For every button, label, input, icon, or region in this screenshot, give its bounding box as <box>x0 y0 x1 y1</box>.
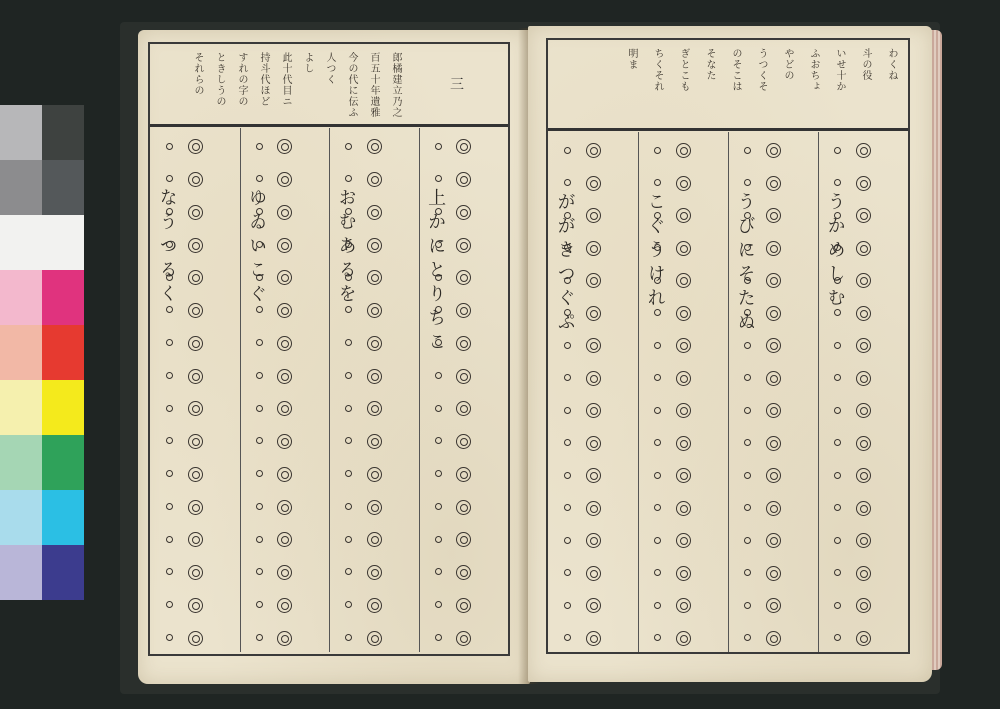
notation-dot <box>654 504 661 511</box>
color-swatch <box>42 160 84 215</box>
color-swatch <box>0 325 42 380</box>
notation-circle <box>766 631 781 646</box>
notation-dot <box>834 179 841 186</box>
notation-dot <box>564 504 571 511</box>
notation-circle <box>856 176 871 191</box>
notation-dot <box>564 342 571 349</box>
notation-circle <box>766 501 781 516</box>
color-swatch <box>0 160 42 215</box>
header-note-column: 今の代に伝ふ <box>346 52 357 118</box>
notation-circle <box>676 598 691 613</box>
right-page <box>528 26 932 682</box>
notation-dot <box>744 537 751 544</box>
header-note-column: のそこは <box>730 48 741 92</box>
notation-circle <box>188 205 203 220</box>
notation-circle <box>766 403 781 418</box>
notation-circle <box>367 500 382 515</box>
notation-circle <box>766 208 781 223</box>
notation-circle <box>676 631 691 646</box>
notation-dot <box>345 405 352 412</box>
notation-dot <box>166 405 173 412</box>
notation-dot <box>166 470 173 477</box>
notation-dot <box>834 634 841 641</box>
notation-circle <box>676 273 691 288</box>
notation-circle <box>586 176 601 191</box>
notation-circle <box>856 566 871 581</box>
cursive-column: こぐうけれ <box>644 192 666 312</box>
notation-dot <box>564 634 571 641</box>
notation-circle <box>676 371 691 386</box>
notation-dot <box>564 407 571 414</box>
notation-circle <box>188 565 203 580</box>
notation-circle <box>856 631 871 646</box>
color-swatch <box>0 105 42 160</box>
notation-dot <box>564 537 571 544</box>
color-swatch <box>0 435 42 490</box>
notation-dot <box>744 147 751 154</box>
left-page <box>138 30 530 684</box>
header-note-column: ぎとこも <box>678 48 689 92</box>
notation-circle <box>188 631 203 646</box>
notation-circle <box>367 172 382 187</box>
notation-dot <box>654 472 661 479</box>
notation-circle <box>367 467 382 482</box>
header-note-column: それらの <box>192 52 203 96</box>
notation-circle <box>456 500 471 515</box>
notation-dot <box>166 568 173 575</box>
notation-dot <box>744 569 751 576</box>
notation-circle <box>456 434 471 449</box>
notation-dot <box>166 372 173 379</box>
notation-dot <box>834 472 841 479</box>
right-grid <box>548 132 908 652</box>
notation-dot <box>744 439 751 446</box>
right-frame <box>546 38 910 654</box>
notation-circle <box>367 238 382 253</box>
notation-circle <box>456 467 471 482</box>
notation-circle <box>586 273 601 288</box>
notation-dot <box>345 601 352 608</box>
notation-circle <box>856 436 871 451</box>
notation-dot <box>256 405 263 412</box>
left-frame <box>148 42 510 656</box>
notation-circle <box>456 303 471 318</box>
column-rule <box>419 128 420 652</box>
notation-dot <box>834 537 841 544</box>
notation-dot <box>654 407 661 414</box>
notation-dot <box>256 503 263 510</box>
notation-dot <box>166 536 173 543</box>
notation-circle <box>586 533 601 548</box>
notation-dot <box>654 634 661 641</box>
color-swatch <box>42 545 84 600</box>
notation-dot <box>435 503 442 510</box>
notation-circle <box>586 241 601 256</box>
notation-circle <box>856 468 871 483</box>
notation-dot <box>256 372 263 379</box>
notation-circle <box>856 208 871 223</box>
notation-circle <box>676 241 691 256</box>
notation-dot <box>834 407 841 414</box>
column-rule <box>818 132 819 652</box>
header-note-column: わくね <box>886 48 897 81</box>
notation-dot <box>435 634 442 641</box>
notation-dot <box>744 374 751 381</box>
notation-circle <box>856 533 871 548</box>
header-note-column: すれの字の <box>236 52 247 107</box>
notation-circle <box>367 205 382 220</box>
notation-circle <box>676 533 691 548</box>
notation-circle <box>456 205 471 220</box>
right-header-band <box>548 40 908 131</box>
left-page-number: 三 <box>450 77 464 93</box>
notation-dot <box>834 342 841 349</box>
notation-circle <box>456 598 471 613</box>
notation-circle <box>766 241 781 256</box>
notation-dot <box>654 342 661 349</box>
notation-dot <box>166 339 173 346</box>
notation-circle <box>277 172 292 187</box>
header-note-column: いせ十か <box>834 48 845 92</box>
notation-circle <box>277 565 292 580</box>
notation-circle <box>277 598 292 613</box>
notation-dot <box>564 472 571 479</box>
notation-circle <box>277 270 292 285</box>
notation-circle <box>277 500 292 515</box>
notation-circle <box>766 306 781 321</box>
notation-circle <box>367 303 382 318</box>
notation-dot <box>345 634 352 641</box>
notation-dot <box>345 339 352 346</box>
column-rule <box>240 128 241 652</box>
notation-circle <box>188 532 203 547</box>
notation-dot <box>435 372 442 379</box>
notation-circle <box>856 371 871 386</box>
notation-circle <box>456 238 471 253</box>
header-note-column: やどの <box>782 48 793 81</box>
notation-circle <box>456 336 471 351</box>
notation-dot <box>256 339 263 346</box>
notation-circle <box>676 143 691 158</box>
notation-dot <box>654 537 661 544</box>
notation-circle <box>188 303 203 318</box>
notation-circle <box>676 306 691 321</box>
color-swatch <box>42 380 84 435</box>
notation-circle <box>586 598 601 613</box>
notation-circle <box>586 631 601 646</box>
notation-dot <box>834 147 841 154</box>
notation-circle <box>586 501 601 516</box>
cursive-column: 上かにとりちこ <box>425 188 447 356</box>
notation-circle <box>856 273 871 288</box>
notation-dot <box>166 634 173 641</box>
notation-circle <box>676 338 691 353</box>
notation-dot <box>345 568 352 575</box>
notation-circle <box>277 238 292 253</box>
notation-dot <box>744 602 751 609</box>
notation-circle <box>456 369 471 384</box>
header-note-column: 明ま <box>626 48 637 70</box>
notation-circle <box>586 143 601 158</box>
notation-circle <box>277 532 292 547</box>
color-swatch <box>42 490 84 545</box>
notation-dot <box>345 437 352 444</box>
notation-circle <box>277 205 292 220</box>
notation-dot <box>654 439 661 446</box>
notation-circle <box>367 598 382 613</box>
notation-dot <box>345 503 352 510</box>
notation-dot <box>564 179 571 186</box>
notation-circle <box>856 241 871 256</box>
notation-dot <box>256 437 263 444</box>
notation-dot <box>256 175 263 182</box>
notation-circle <box>766 598 781 613</box>
notation-circle <box>586 436 601 451</box>
notation-circle <box>188 401 203 416</box>
notation-dot <box>256 568 263 575</box>
notation-circle <box>367 270 382 285</box>
notation-circle <box>676 208 691 223</box>
notation-dot <box>345 372 352 379</box>
notation-circle <box>277 434 292 449</box>
notation-dot <box>435 470 442 477</box>
header-note-column: 斗の役 <box>860 48 871 81</box>
notation-circle <box>367 401 382 416</box>
notation-circle <box>856 598 871 613</box>
notation-circle <box>456 401 471 416</box>
color-swatch <box>0 490 42 545</box>
header-note-column: 百五十年遺雅 <box>368 52 379 118</box>
notation-dot <box>564 374 571 381</box>
notation-circle <box>188 598 203 613</box>
color-swatch <box>42 215 84 270</box>
notation-circle <box>456 532 471 547</box>
notation-dot <box>166 503 173 510</box>
notation-dot <box>435 568 442 575</box>
notation-dot <box>256 634 263 641</box>
notation-dot <box>744 472 751 479</box>
notation-dot <box>256 470 263 477</box>
notation-circle <box>766 273 781 288</box>
left-grid <box>150 128 508 652</box>
notation-dot <box>166 601 173 608</box>
notation-circle <box>856 143 871 158</box>
notation-dot <box>744 407 751 414</box>
header-note-column: 人つく <box>324 52 335 85</box>
notation-dot <box>654 179 661 186</box>
notation-circle <box>676 436 691 451</box>
notation-circle <box>277 336 292 351</box>
column-rule <box>329 128 330 652</box>
notation-dot <box>345 536 352 543</box>
notation-dot <box>435 405 442 412</box>
notation-circle <box>367 532 382 547</box>
notation-circle <box>188 238 203 253</box>
notation-dot <box>834 439 841 446</box>
notation-circle <box>856 338 871 353</box>
notation-dot <box>435 536 442 543</box>
header-note-column: そなた <box>704 48 715 81</box>
notation-circle <box>188 139 203 154</box>
notation-dot <box>435 175 442 182</box>
notation-circle <box>188 172 203 187</box>
notation-dot <box>435 437 442 444</box>
notation-dot <box>564 602 571 609</box>
notation-circle <box>188 336 203 351</box>
notation-circle <box>277 369 292 384</box>
notation-dot <box>834 374 841 381</box>
notation-circle <box>456 631 471 646</box>
notation-circle <box>456 270 471 285</box>
notation-circle <box>188 500 203 515</box>
notation-circle <box>676 468 691 483</box>
notation-dot <box>345 143 352 150</box>
notation-circle <box>586 371 601 386</box>
notation-circle <box>188 467 203 482</box>
notation-dot <box>654 374 661 381</box>
header-note-column: 持斗代ほど <box>258 52 269 107</box>
notation-circle <box>586 208 601 223</box>
notation-circle <box>367 434 382 449</box>
notation-dot <box>834 569 841 576</box>
cursive-column: ゆゐいこぐ <box>246 188 268 308</box>
notation-circle <box>766 533 781 548</box>
notation-dot <box>345 470 352 477</box>
notation-circle <box>766 566 781 581</box>
notation-circle <box>676 403 691 418</box>
header-note-column: ときしうの <box>214 52 225 107</box>
notation-dot <box>435 601 442 608</box>
notation-dot <box>435 143 442 150</box>
notation-dot <box>744 179 751 186</box>
header-note-column: よし <box>302 52 313 74</box>
notation-circle <box>676 176 691 191</box>
notation-dot <box>834 602 841 609</box>
notation-dot <box>564 147 571 154</box>
notation-dot <box>256 143 263 150</box>
notation-dot <box>654 602 661 609</box>
notation-dot <box>256 601 263 608</box>
notation-circle <box>766 371 781 386</box>
notation-circle <box>456 139 471 154</box>
column-rule <box>638 132 639 652</box>
color-swatch <box>42 325 84 380</box>
notation-dot <box>654 147 661 154</box>
notation-dot <box>256 536 263 543</box>
notation-dot <box>834 504 841 511</box>
notation-circle <box>367 631 382 646</box>
notation-dot <box>166 143 173 150</box>
notation-dot <box>744 342 751 349</box>
color-swatch <box>42 435 84 490</box>
notation-dot <box>345 175 352 182</box>
cursive-column: おむあるを <box>335 188 357 308</box>
notation-circle <box>277 303 292 318</box>
notation-circle <box>676 566 691 581</box>
color-swatch <box>0 545 42 600</box>
cursive-column: ががきつぐぷ <box>554 192 576 336</box>
notation-circle <box>676 501 691 516</box>
cursive-column: なうつるく <box>156 188 178 308</box>
notation-circle <box>367 336 382 351</box>
color-swatch <box>42 105 84 160</box>
notation-circle <box>766 176 781 191</box>
column-rule <box>728 132 729 652</box>
notation-circle <box>766 468 781 483</box>
notation-circle <box>188 270 203 285</box>
notation-circle <box>586 306 601 321</box>
cursive-column: うかめしむ <box>824 192 846 312</box>
color-swatch <box>0 270 42 325</box>
notation-circle <box>586 403 601 418</box>
notation-circle <box>277 467 292 482</box>
notation-dot <box>744 504 751 511</box>
header-note-column: ちくそれ <box>652 48 663 92</box>
header-note-column: 此十代目ニ <box>280 52 291 107</box>
notation-circle <box>456 565 471 580</box>
notation-circle <box>277 631 292 646</box>
notation-dot <box>564 439 571 446</box>
notation-circle <box>367 565 382 580</box>
notation-circle <box>586 338 601 353</box>
notation-circle <box>766 143 781 158</box>
color-swatch <box>0 380 42 435</box>
notation-dot <box>564 569 571 576</box>
notation-circle <box>367 139 382 154</box>
header-note-column: ふおちょ <box>808 48 819 92</box>
color-swatch <box>42 270 84 325</box>
notation-circle <box>456 172 471 187</box>
notation-circle <box>367 369 382 384</box>
notation-circle <box>586 468 601 483</box>
notation-circle <box>856 501 871 516</box>
notation-dot <box>744 634 751 641</box>
notation-circle <box>766 338 781 353</box>
notation-dot <box>166 437 173 444</box>
notation-circle <box>277 401 292 416</box>
header-note-column: 郎橘建立乃之 <box>390 52 401 118</box>
notation-circle <box>188 369 203 384</box>
color-checker <box>0 105 84 601</box>
notation-circle <box>586 566 601 581</box>
notation-circle <box>277 139 292 154</box>
notation-circle <box>856 306 871 321</box>
notation-circle <box>856 403 871 418</box>
cursive-column: うびにそたぬ <box>734 192 756 336</box>
notation-dot <box>654 569 661 576</box>
header-note-column: うつくそ <box>756 48 767 92</box>
color-swatch <box>0 215 42 270</box>
notation-circle <box>188 434 203 449</box>
notation-circle <box>766 436 781 451</box>
notation-dot <box>166 175 173 182</box>
